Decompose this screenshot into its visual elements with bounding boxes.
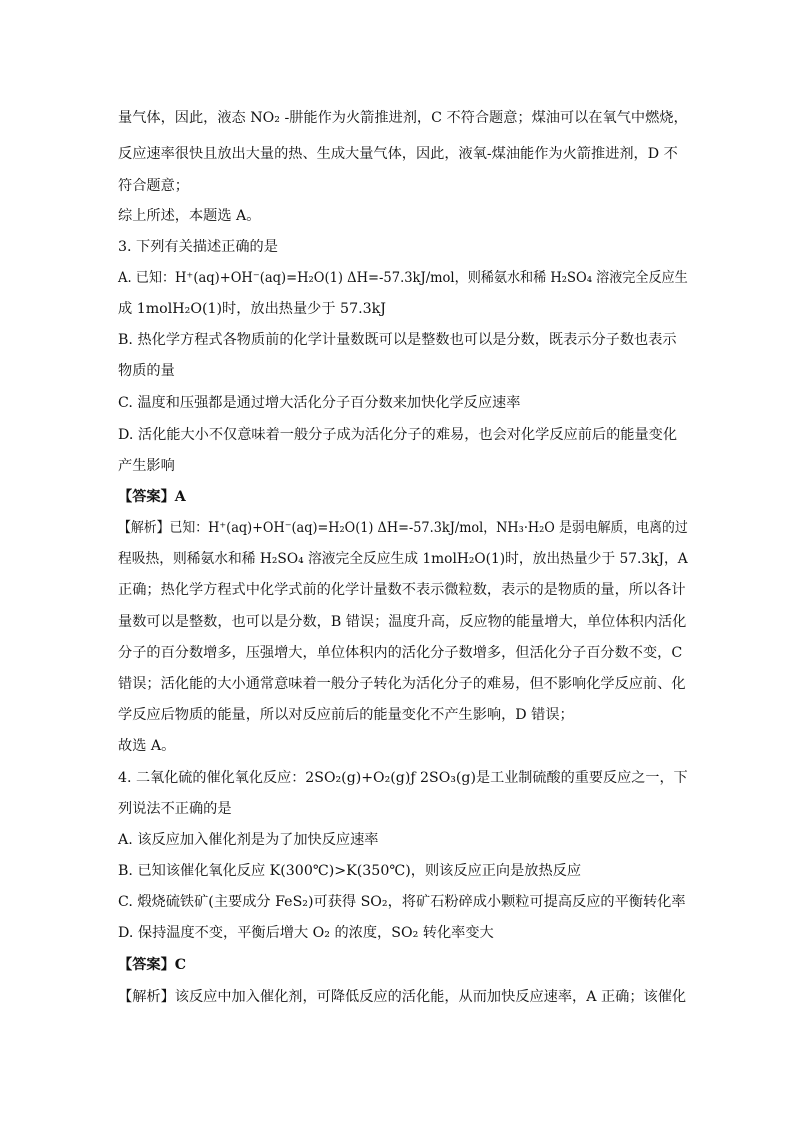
answer-label: 【答案】A [118,489,186,505]
question-4-stem: 4. 二氧化硫的催化氧化反应：2SO₂(g)+O₂(g)ƒ 2SO₃(g)是工业制硫酸的重要反应之一，下 [118,770,688,786]
option-d: D. 活化能大小不仅意味着一般分子成为活化分子的难易，也会对化学反应前后的能量变化 [118,427,678,443]
analysis-line: 【解析】已知：H⁺(aq)+OH⁻(aq)=H₂O(1) ΔH=-57.3kJ/mol，NH₃·H₂O 是弱电解质，电离的过 [118,520,688,536]
analysis-line: 正确；热化学方程式中化学式前的化学计量数不表示微粒数，表示的是物质的量，所以各计 [118,582,686,598]
text-line: 反应速率很快且放出大量的热、生成大量气体，因此，液氧-煤油能作为火箭推进剂，D 不 [118,146,678,162]
option-c: C. 煅烧硫铁矿(主要成分 FeS₂)可获得 SO₂，将矿石粉碎成小颗粒可提高反应的平衡转化率 [118,894,686,910]
option-b: B. 热化学方程式各物质前的化学计量数既可以是整数也可以是分数，既表示分子数也表示 [118,332,677,348]
question-3-stem: 3. 下列有关描述正确的是 [118,239,278,255]
option-d-cont: 产生影响 [118,458,175,474]
option-a-cont: 成 1molH₂O(1)时，放出热量少于 57.3kJ [118,301,386,317]
option-a: A. 该反应加入催化剂是为了加快反应速率 [118,832,379,848]
answer-label: 【答案】C [118,957,187,973]
conclusion-line: 故选 A。 [118,738,176,754]
analysis-line: 分子的百分数增多，压强增大，单位体积内的活化分子数增多，但活化分子百分数不变，C [118,645,683,661]
text-line: 符合题意； [118,178,189,194]
text-line: 量气体，因此，液态 NO₂ -肼能作为火箭推进剂，C 不符合题意；煤油可以在氧气中燃烧， [118,110,688,126]
analysis-line: 【解析】该反应中加入催化剂，可降低反应的活化能，从而加快反应速率，A 正确；该催化 [118,989,687,1005]
option-a: A. 已知：H⁺(aq)+OH⁻(aq)=H₂O(1) ΔH=-57.3kJ/mol，则稀氨水和稀 H₂SO₄ 溶液完全反应生 [118,270,688,286]
analysis-line: 学反应后物质的能量，所以对反应前后的能量变化不产生影响，D 错误； [118,707,574,723]
option-b-cont: 物质的量 [118,363,175,379]
summary-line: 综上所述，本题选 A。 [118,208,261,224]
analysis-line: 错误；活化能的大小通常意味着一般分子转化为活化分子的难易，但不影响化学反应前、化 [118,676,686,692]
option-d: D. 保持温度不变，平衡后增大 O₂ 的浓度，SO₂ 转化率变大 [118,925,494,941]
option-b: B. 已知该催化氧化反应 K(300℃)>K(350℃)，则该反应正向是放热反应 [118,863,582,879]
question-4-stem-cont: 列说法不正确的是 [118,801,232,817]
option-c: C. 温度和压强都是通过增大活化分子百分数来加快化学反应速率 [118,395,521,411]
analysis-line: 量数可以是整数，也可以是分数，B 错误；温度升高，反应物的能量增大，单位体积内活化 [118,614,687,630]
analysis-line: 程吸热，则稀氨水和稀 H₂SO₄ 溶液完全反应生成 1molH₂O(1)时，放出热量少于 57.3kJ，A [118,551,688,567]
